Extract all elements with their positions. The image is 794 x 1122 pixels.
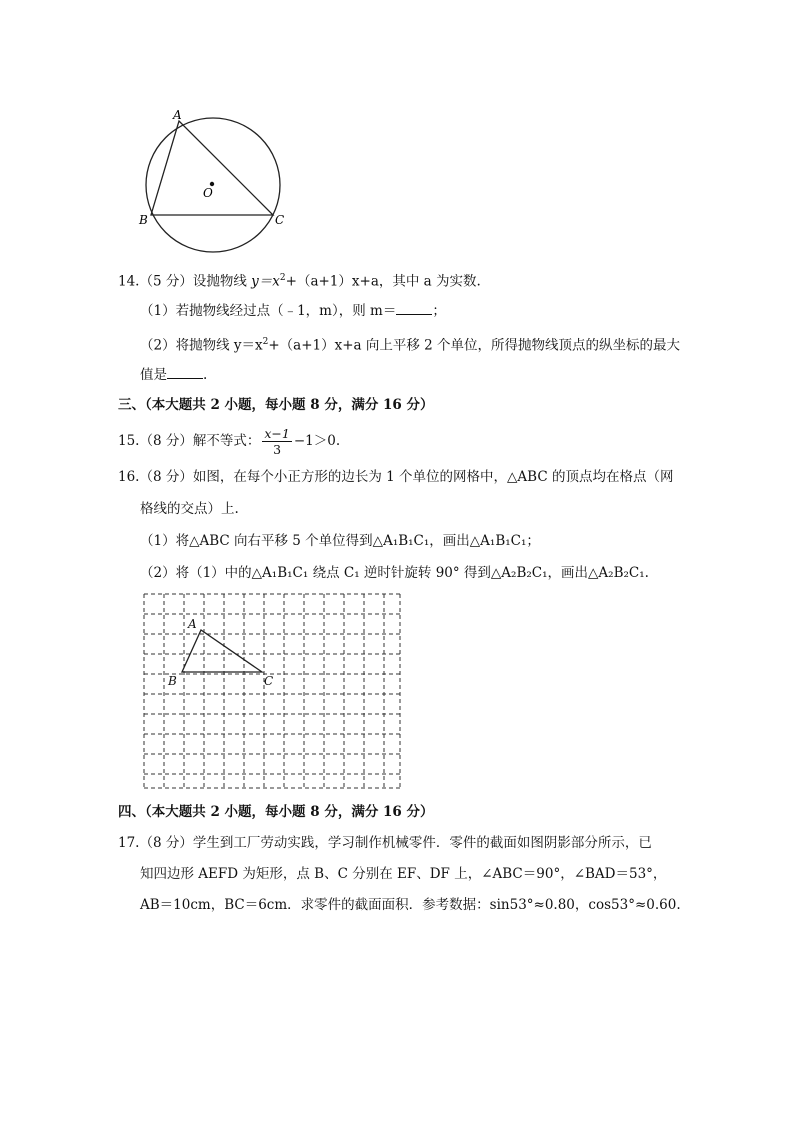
q16-part2: （2）将（1）中的△A₁B₁C₁ 绕点 C₁ 逆时针旋转 90° 得到△A₂B₂C₁，画出△A₂B₂C₁. xyxy=(140,565,649,581)
q17-line1: 17.（8 分）学生到工厂劳动实践，学习制作机械零件．零件的截面如图阴影部分所示，已 xyxy=(118,835,652,851)
q16-line2: 格线的交点）上. xyxy=(140,501,239,517)
label-b: B xyxy=(139,213,148,227)
q14-part2 xyxy=(140,332,680,356)
q14-part1 xyxy=(140,300,446,321)
q15-denominator: 3 xyxy=(273,442,282,457)
label-a: A xyxy=(173,108,182,122)
triangle-abc-grid xyxy=(182,630,262,672)
q15-pre: 15.（8 分）解不等式： xyxy=(118,433,261,449)
grid-label-a: A xyxy=(188,617,197,631)
circle-triangle-figure xyxy=(135,108,295,253)
label-o: O xyxy=(203,186,213,200)
q16-line1: 16.（8 分）如图，在每个小正方形的边长为 1 个单位的网格中，△ABC 的顶点均在格点（网 xyxy=(118,469,674,485)
label-c: C xyxy=(275,213,285,227)
grid-figure xyxy=(140,590,404,794)
q14-part2-pre: （2）将抛物线 y＝x xyxy=(140,337,263,354)
q15-numerator: x−1 xyxy=(264,426,290,441)
q14-part2-mid: +（a+1）x+a 向上平移 2 个单位，所得抛物线顶点的纵坐标的最大 xyxy=(268,337,681,354)
grid-label-c: C xyxy=(264,674,274,688)
q15-post: −1＞0. xyxy=(293,433,341,449)
q15-fraction xyxy=(262,426,291,457)
grid-label-b: B xyxy=(168,674,177,688)
q14-expr2: +（a+1）x+a xyxy=(285,273,379,290)
triangle-abc xyxy=(151,121,273,215)
q17-line2: 知四边形 AEFD 为矩形，点 B、C 分别在 EF、DF 上，∠ABC＝90°，∠BAD＝53°， xyxy=(140,866,667,882)
q15 xyxy=(118,423,340,459)
section-3-title: 三、（本大题共 2 小题，每小题 8 分，满分 16 分） xyxy=(118,397,434,413)
answer-blank-2 xyxy=(167,364,203,379)
answer-blank-1 xyxy=(396,300,432,315)
section-4-title: 四、（本大题共 2 小题，每小题 8 分，满分 16 分） xyxy=(118,804,434,820)
q14-stem-post: ，其中 a 为实数. xyxy=(378,273,481,290)
q14-part2-line2-post: . xyxy=(203,367,208,383)
q16-part1: （1）将△ABC 向右平移 5 个单位得到△A₁B₁C₁，画出△A₁B₁C₁； xyxy=(140,533,540,549)
q14-part2-sup: 2 xyxy=(262,337,269,347)
q14-expr1: y＝x xyxy=(251,273,280,290)
q17-line3: AB＝10cm，BC＝6cm．求零件的截面面积．参考数据：sin53°≈0.80，cos53°≈0.60. xyxy=(140,897,681,913)
q14-stem-pre: 14.（5 分）设抛物线 xyxy=(118,273,252,290)
q14-part2-line2-pre: 值是 xyxy=(140,367,167,383)
q14-stem xyxy=(118,268,481,292)
dashed-grid xyxy=(144,594,400,788)
q14-part1-post: ； xyxy=(432,303,446,319)
q14-sup: 2 xyxy=(279,273,286,283)
q14-part2-line2 xyxy=(140,364,207,385)
q14-part1-pre: （1）若抛物线经过点（﹣1，m），则 m＝ xyxy=(140,303,397,319)
